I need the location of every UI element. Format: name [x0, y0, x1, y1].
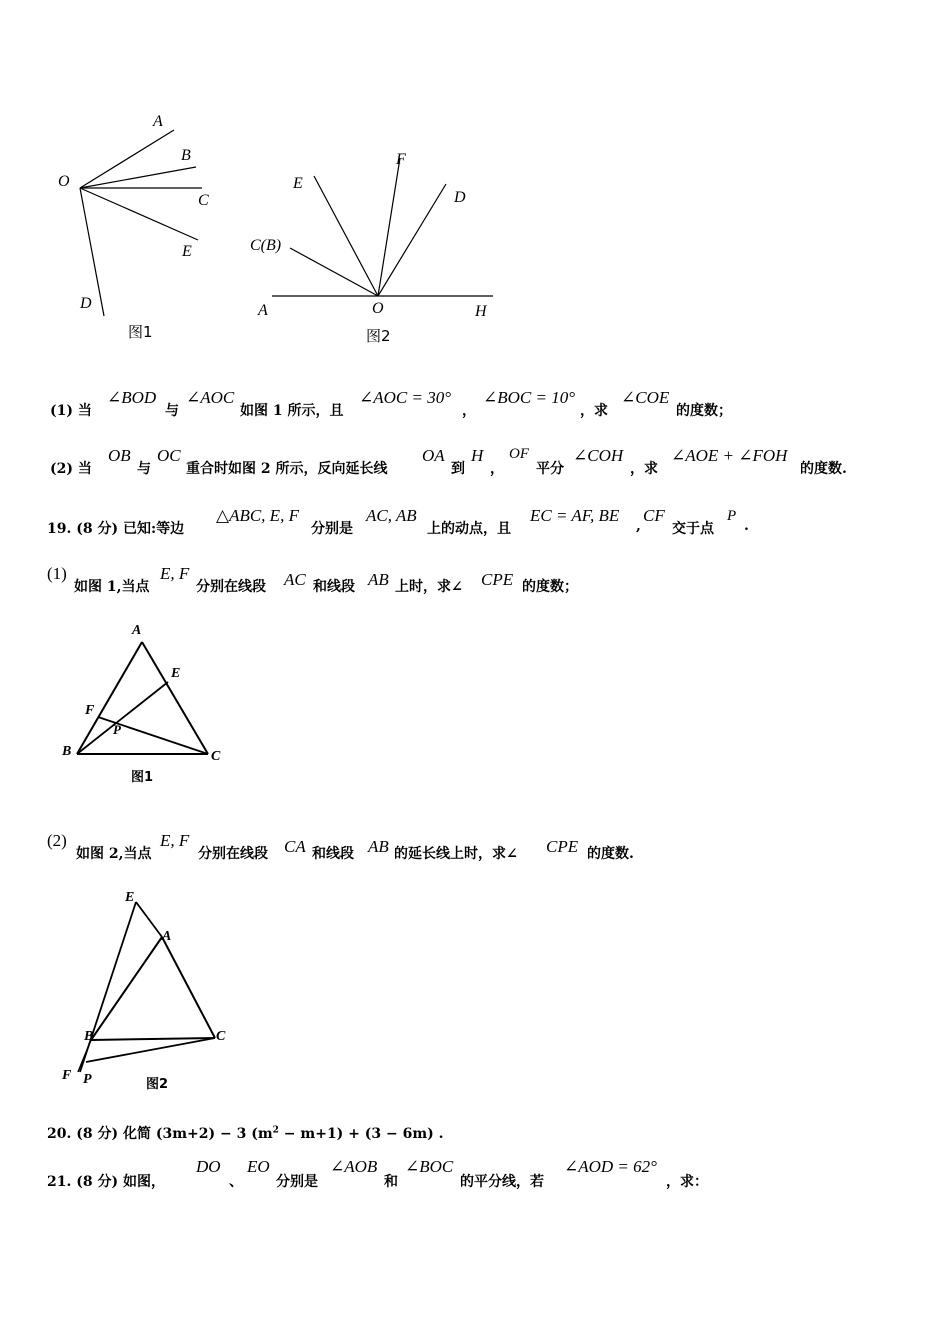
- q19-1-a1: E, F: [160, 564, 190, 583]
- q20-exponent: 2: [272, 1125, 279, 1136]
- extension-ae: [136, 902, 162, 937]
- fig2-label-f: F: [396, 151, 406, 168]
- q19-2-num: (2): [47, 831, 67, 850]
- figure-2-rays: [260, 150, 510, 310]
- q19-2-a2: CA: [284, 837, 306, 856]
- q19-t2: 上的动点，且: [427, 521, 511, 537]
- q19-a4: CF: [643, 506, 665, 525]
- fig3-label-f: F: [85, 703, 95, 718]
- side-bc: [91, 1038, 215, 1040]
- q19-part1: [0, 564, 950, 598]
- fig4-label-a: A: [162, 929, 172, 944]
- q18-1-t5: 的度数；: [676, 403, 732, 419]
- q21-t4: 的平分线，若: [460, 1174, 544, 1190]
- fig1-caption: 图1: [128, 323, 153, 341]
- q21-t2: 分别是: [276, 1174, 318, 1190]
- side-ab: [91, 937, 162, 1040]
- q18-1-t4: ，求: [580, 403, 608, 419]
- q18-part2: [0, 446, 950, 480]
- fig2-label-d: D: [454, 189, 466, 206]
- fig4-caption: 图2: [146, 1077, 169, 1092]
- fig1-label-e: E: [182, 243, 192, 260]
- fig3-label-p: P: [113, 722, 121, 737]
- q19-stem: [0, 506, 950, 540]
- q21-t1: 、: [229, 1174, 243, 1190]
- q21-a5: ∠AOD = 62°: [564, 1157, 657, 1176]
- fig3-label-b: B: [62, 744, 72, 759]
- q19-1-num: (1): [47, 564, 67, 583]
- fig2-caption: 图2: [366, 327, 391, 345]
- q20-rest: − m+1) + (3 − 6m) .: [278, 1126, 444, 1142]
- q19-t4: 交于点: [672, 521, 714, 537]
- fig2-label-cb: C(B): [250, 237, 282, 254]
- q19-a2: AC, AB: [366, 506, 417, 525]
- fig1-label-b: B: [181, 147, 191, 164]
- q19-1-a4: CPE: [481, 570, 514, 589]
- q19-1-t2: 和线段: [313, 579, 355, 595]
- q19-1-a2: AC: [284, 570, 306, 589]
- side-ab: [77, 642, 142, 754]
- fig1-label-d: D: [80, 295, 92, 312]
- q21-a1: DO: [196, 1157, 221, 1176]
- fig4-label-f: F: [62, 1068, 72, 1083]
- q20: [0, 1120, 950, 1150]
- q21-t3: 和: [384, 1174, 398, 1190]
- q19-1-t1: 分别在线段: [196, 579, 266, 595]
- q18-1-a4: ∠BOC = 10°: [483, 388, 576, 407]
- fig3-caption: 图1: [131, 770, 154, 785]
- fig2-label-o: O: [372, 300, 384, 317]
- q18-2-a1: OB: [108, 446, 131, 465]
- q19-2-t2: 和线段: [312, 846, 354, 862]
- q19-t1: 分别是: [311, 521, 353, 537]
- q18-1-t3: ，: [462, 403, 476, 419]
- q19-2-t4: 的度数.: [587, 846, 634, 862]
- q19-1-a3: AB: [368, 570, 389, 589]
- q18-2-num: (2) 当: [50, 461, 92, 477]
- q18-1-a5: ∠COE: [621, 388, 670, 407]
- q18-2-a6: ∠COH: [573, 446, 624, 465]
- q18-2-t1: 与: [137, 461, 151, 477]
- q21-a2: EO: [247, 1157, 270, 1176]
- q19-2-t3: 的延长线上时，求∠: [394, 846, 518, 862]
- side-ac: [162, 937, 215, 1038]
- q20-stem: 20. (8 分) 化简 (3m+2) − 3 (m: [47, 1126, 273, 1142]
- fig1-label-c: C: [198, 192, 209, 209]
- q18-part1: [0, 388, 950, 422]
- q18-1-a2: ∠AOC: [186, 388, 235, 407]
- q19-2-a4: CPE: [546, 837, 579, 856]
- fig3-label-c: C: [211, 749, 221, 764]
- fig2-label-a: A: [258, 302, 268, 319]
- fig2-label-e: E: [293, 175, 303, 192]
- q19-2-t1: 分别在线段: [198, 846, 268, 862]
- ray-oe: [80, 188, 198, 240]
- q19-t3: ,: [636, 518, 641, 534]
- fig1-label-o: O: [58, 173, 70, 190]
- q19-1-t4: 的度数；: [522, 579, 578, 595]
- q19-2-t0: 如图 2,当点: [76, 846, 152, 862]
- q18-2-t2: 重合时如图 2 所示，反向延长线: [186, 461, 388, 477]
- q18-2-a2: OC: [157, 446, 181, 465]
- fig4-label-p: P: [83, 1072, 92, 1087]
- q21-a4: ∠BOC: [405, 1157, 454, 1176]
- fig1-label-a: A: [153, 113, 163, 130]
- q18-2-t5: 平分: [536, 461, 564, 477]
- segment-cp: [86, 1038, 215, 1062]
- q21-a3: ∠AOB: [330, 1157, 378, 1176]
- q21: [0, 1157, 950, 1195]
- fig3-label-e: E: [171, 666, 181, 681]
- q18-1-a1: ∠BOD: [107, 388, 157, 407]
- figure-1-rays: [50, 110, 230, 330]
- q18-2-a4: H: [471, 446, 484, 465]
- q18-1-a3: ∠AOC = 30°: [359, 388, 452, 407]
- q19-t5: .: [744, 518, 749, 534]
- q18-2-t3: 到: [451, 461, 465, 477]
- ray-od: [378, 184, 446, 296]
- q18-2-a3: OA: [422, 446, 445, 465]
- q18-2-t6: ，求: [630, 461, 658, 477]
- q19-2-a3: AB: [368, 837, 389, 856]
- q19-1-t3: 上时，求∠: [395, 579, 463, 595]
- fig2-label-h: H: [475, 303, 487, 320]
- q18-2-a7: ∠AOE + ∠FOH: [671, 446, 788, 465]
- fig4-label-c: C: [216, 1029, 226, 1044]
- q20-text: [47, 1123, 444, 1143]
- q18-1-t1: 与: [165, 403, 179, 419]
- q19-a1: △ABC, E, F: [216, 506, 299, 525]
- q19-a5: P: [727, 508, 737, 524]
- side-ac: [142, 642, 208, 754]
- fig4-label-e: E: [125, 890, 135, 905]
- q19-num: 19. (8 分) 已知:等边: [47, 521, 185, 537]
- q19-1-t0: 如图 1,当点: [74, 579, 150, 595]
- q18-2-t4: ，: [490, 461, 504, 477]
- q19-2-a1: E, F: [160, 831, 190, 850]
- q19-part2: [0, 831, 950, 865]
- q18-2-a5: OF: [509, 446, 529, 462]
- ray-of: [378, 158, 400, 296]
- q21-num: 21. (8 分) 如图，: [47, 1174, 165, 1190]
- q18-1-t2: 如图 1 所示，且: [240, 403, 344, 419]
- q19-a3: EC = AF, BE: [530, 506, 620, 525]
- fig4-label-b: B: [84, 1029, 94, 1044]
- q21-t5: ，求：: [666, 1174, 708, 1190]
- q18-1-num: (1) 当: [50, 403, 92, 419]
- q18-2-t7: 的度数.: [800, 461, 847, 477]
- figure-q19-2-triangle: [60, 890, 240, 1090]
- fig3-label-a: A: [132, 623, 142, 638]
